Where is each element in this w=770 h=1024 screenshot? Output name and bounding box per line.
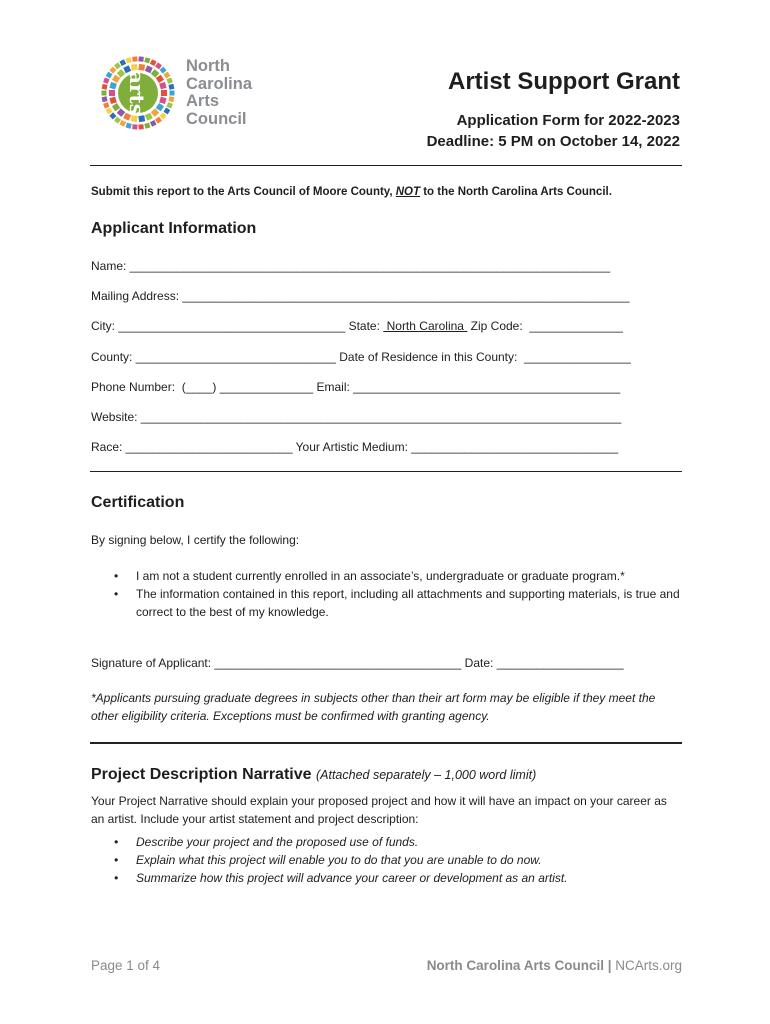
logo-tile [155, 62, 162, 69]
name-field[interactable]: Name: ________________________________________________________________________ [91, 259, 611, 273]
logo-tile [103, 77, 109, 83]
county-field[interactable]: County: ______________________________ Date of Residence in this County: ________________ [91, 350, 631, 364]
logo-tile [117, 69, 125, 77]
submit-note-text: Submit this report to the Arts Council of Moore County, [91, 186, 396, 198]
logo-tile [132, 124, 137, 129]
logo-tile [155, 117, 162, 124]
footer-separator: | [603, 958, 616, 973]
logo-tile [102, 91, 107, 96]
logo-tile [126, 57, 132, 63]
logo-tile [109, 112, 116, 119]
logo-tile [159, 82, 166, 89]
narrative-list [110, 833, 680, 887]
logo-tile [150, 59, 157, 66]
logo-tile [103, 102, 109, 108]
logo-tile [144, 123, 150, 129]
logo-tile [109, 82, 116, 89]
logo-tile [163, 72, 170, 79]
logo-tile [109, 90, 115, 96]
logo-tile [106, 72, 113, 79]
logo-tile [160, 67, 167, 74]
logo-tile [156, 75, 164, 83]
logo-tile [168, 96, 174, 102]
page-number: Page 1 of 4 [91, 958, 161, 973]
footer-org-name: North Carolina Arts Council [426, 958, 604, 973]
narrative-intro: Your Project Narrative should explain your proposed project and how it will have an impact on your career as an artist. Include your artist statement and project description: [91, 794, 667, 826]
logo-wordmark [186, 58, 252, 128]
section-divider [90, 471, 682, 472]
race-medium-field[interactable]: Race: _________________________ Your Artistic Medium: _______________________________ [91, 440, 619, 454]
logo-tile [131, 64, 138, 71]
logo-word: Carolina [186, 74, 253, 93]
logo-tile [138, 64, 145, 71]
logo-tile [151, 108, 159, 116]
certification-list [110, 567, 680, 621]
logo-tile [138, 56, 143, 61]
logo-tile [114, 117, 121, 124]
logo-tile [138, 115, 145, 122]
submit-note [91, 186, 612, 198]
header-divider [90, 165, 682, 166]
title-block [427, 68, 680, 152]
logo-word: North [186, 57, 230, 75]
footer-site: NCArts.org [615, 958, 682, 973]
logo-tile [119, 59, 126, 66]
logo-tile [163, 107, 170, 114]
logo-tile [170, 91, 175, 96]
certification-heading: Certification [91, 494, 185, 511]
phone-email-field[interactable]: Phone Number: (____) ______________ Email: ________________________________________ [91, 380, 621, 394]
applicant-heading: Applicant Information [91, 220, 257, 237]
state-value: North Carolina [383, 319, 468, 333]
narrative-heading-note: (Attached separately – 1,000 word limit) [315, 768, 537, 782]
logo-tile [159, 97, 166, 104]
city-field[interactable]: City: __________________________________ State: [91, 319, 384, 333]
section-divider-thick [90, 742, 682, 744]
list-item: • I am not a student currently enrolled in an associate’s, undergraduate or graduate program.* [110, 567, 680, 585]
logo-tile [150, 120, 157, 127]
logo-tile [119, 120, 126, 127]
page-title: Artist Support Grant [448, 68, 680, 95]
footnote: *Applicants pursuing graduate degrees in subjects other than their art form may be eligible if they meet the other eligibility criteria. Exceptions must be confirmed with granting agency. [91, 691, 656, 723]
logo-tile [151, 69, 159, 77]
logo-tile [132, 56, 137, 61]
submit-note-text-end: to the North Carolina Arts Council. [420, 186, 612, 198]
logo-tile [166, 77, 172, 83]
list-item: • Explain what this project will enable you to do that you are unable to do now. [110, 851, 680, 869]
logo-tile [138, 124, 143, 129]
logo-tile [114, 62, 121, 69]
logo-tile [112, 75, 120, 83]
logo-tile [112, 103, 120, 111]
list-item: • Describe your project and the proposed use of funds. [110, 833, 680, 851]
submit-note-emphasis: NOT [395, 186, 421, 198]
signature-field[interactable]: Signature of Applicant: _____________________________________ Date: ___________________ [91, 656, 624, 670]
form-subtitle: Application Form for 2022-2023 [456, 112, 680, 129]
logo-tile [161, 90, 167, 96]
narrative-heading [91, 766, 536, 784]
logo-tile [168, 84, 174, 90]
deadline: Deadline: 5 PM on October 14, 2022 [426, 133, 680, 150]
city-state-zip-row[interactable] [91, 319, 623, 333]
website-field[interactable]: Website: ________________________________________________________________________ [91, 410, 622, 424]
logo-tile [106, 107, 113, 114]
logo-tile [126, 123, 132, 129]
logo-mark-text: arts [125, 71, 149, 115]
logo-mosaic-icon [96, 50, 186, 136]
logo-tile [102, 84, 108, 90]
logo-word: Council [186, 109, 247, 128]
logo-tile [117, 108, 125, 116]
certification-intro: By signing below, I certify the following: [91, 533, 300, 547]
logo-tile [102, 96, 108, 102]
logo-tile [144, 57, 150, 63]
list-item: • Summarize how this project will advance your career or development as an artist. [110, 869, 680, 887]
narrative-heading-text: Project Description Narrative [91, 766, 312, 783]
logo-tile [166, 102, 172, 108]
zip-field[interactable]: Zip Code: ______________ [467, 319, 623, 333]
list-item: • The information contained in this report, including all attachments and supporting materials, is true and correct to the best of my knowledge. [110, 585, 680, 621]
footer-org [427, 958, 682, 973]
logo-tile [109, 97, 116, 104]
logo-tile [160, 112, 167, 119]
mailing-address-field[interactable]: Mailing Address: ___________________________________________________________________ [91, 289, 630, 303]
logo-word: Arts [186, 92, 220, 110]
logo-tile [131, 115, 138, 122]
logo-tile [156, 103, 164, 111]
logo-tile [109, 67, 116, 74]
